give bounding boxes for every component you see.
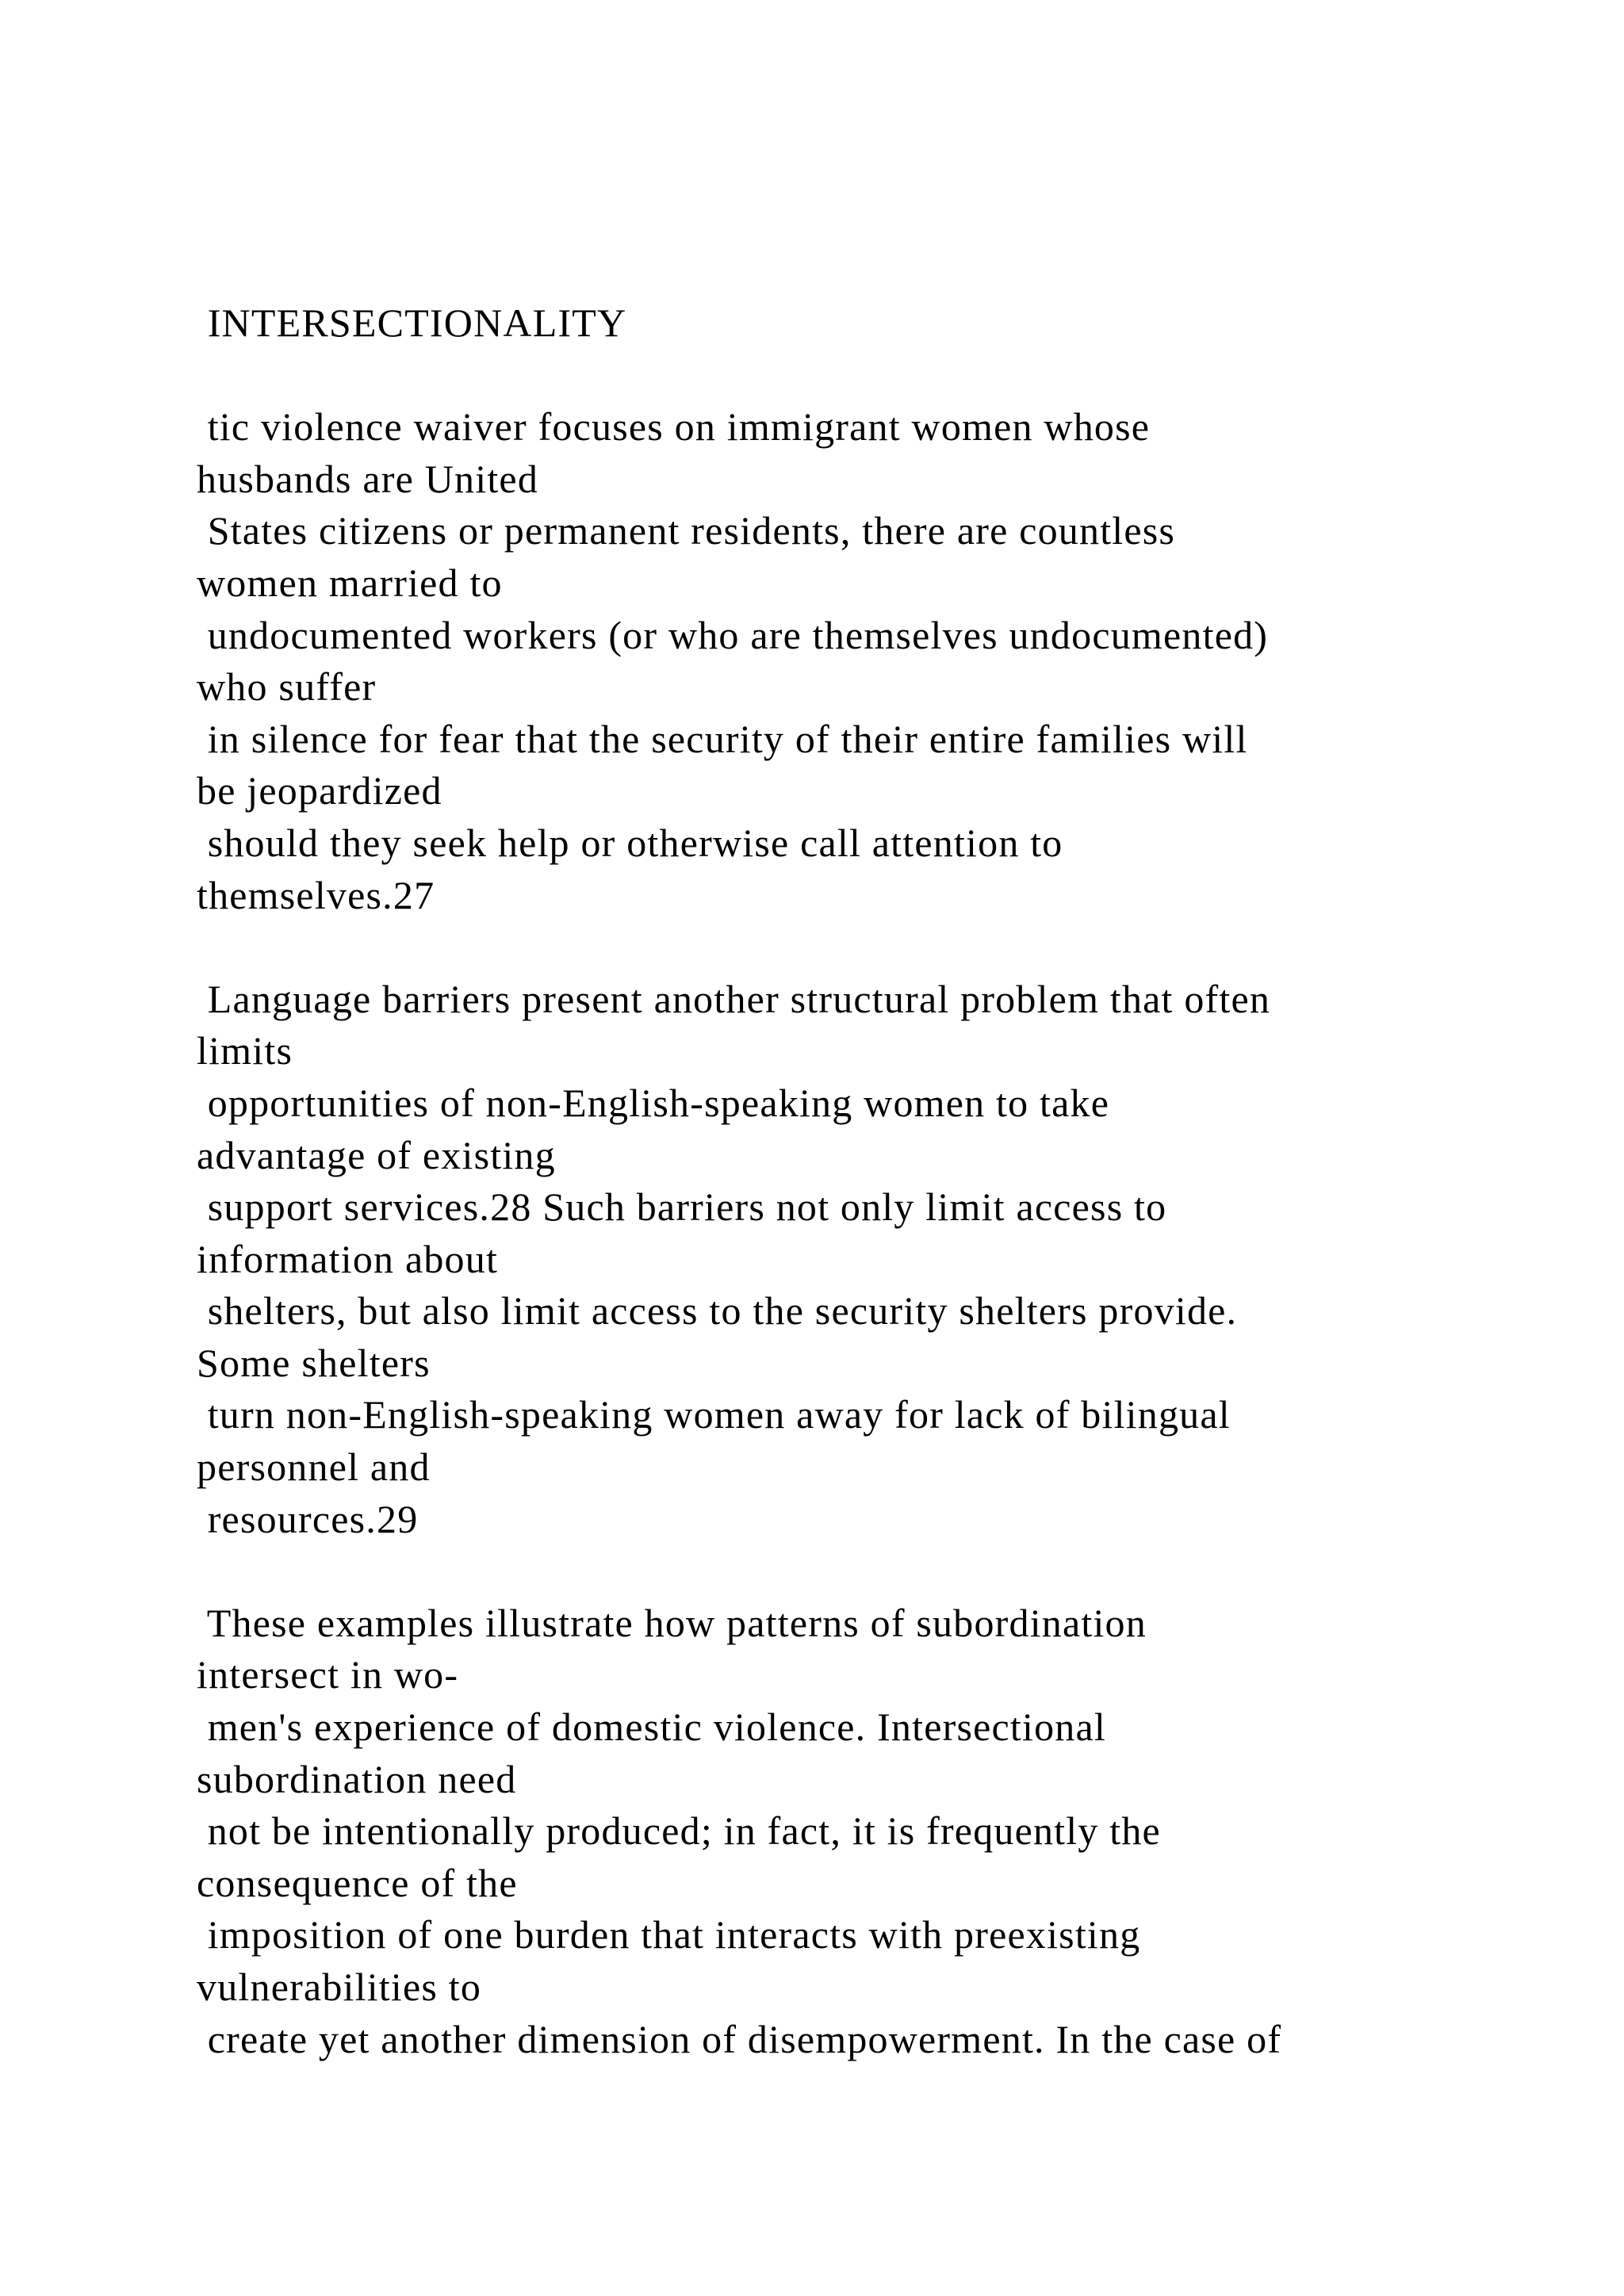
blank-line <box>197 350 1481 402</box>
text-line: husbands are United <box>197 456 539 501</box>
text-line: themselves.27 <box>197 872 435 917</box>
text-line: personnel and <box>197 1445 431 1490</box>
text-line: These examples illustrate how patterns of subordination <box>197 1600 1147 1645</box>
text-line: subordination need <box>197 1756 517 1801</box>
text-line: be jeopardized <box>197 768 442 813</box>
text-line: Some shelters <box>197 1340 431 1385</box>
text-line: consequence of the <box>197 1860 518 1905</box>
text-line: shelters, but also limit access to the security shelters provide. <box>197 1288 1238 1334</box>
text-line: resources.29 <box>197 1496 419 1541</box>
text-line: tic violence waiver focuses on immigrant women whose <box>197 404 1151 450</box>
blank-line <box>197 1545 1481 1598</box>
paragraph-3 <box>197 1598 1481 2065</box>
text-line: States citizens or permanent residents, there are countless <box>197 508 1176 553</box>
paragraph-1 <box>197 401 1481 921</box>
text-line: Language barriers present another structural problem that often <box>197 976 1271 1021</box>
text-line: information about <box>197 1236 499 1281</box>
text-line: turn non-English-speaking women away for lack of bilingual <box>197 1392 1231 1437</box>
text-line: not be intentionally produced; in fact, it is frequently the <box>197 1808 1161 1854</box>
text-line: vulnerabilities to <box>197 1965 482 2009</box>
text-line: in silence for fear that the security of their entire families will <box>197 716 1248 761</box>
document-body <box>197 297 1481 2065</box>
text-line: should they seek help or otherwise call attention to <box>197 820 1063 865</box>
text-line: men's experience of domestic violence. Intersectional <box>197 1705 1106 1750</box>
text-line: imposition of one burden that interacts with preexisting <box>197 1912 1141 1957</box>
section-heading: INTERSECTIONALITY <box>197 300 627 345</box>
paragraph-2 <box>197 974 1481 1546</box>
text-line: intersect in wo- <box>197 1652 459 1697</box>
text-line: create yet another dimension of disempowerment. In the case of <box>197 2016 1282 2061</box>
text-line: opportunities of non-English-speaking women to take <box>197 1080 1110 1125</box>
text-line: undocumented workers (or who are themselves undocumented) <box>197 612 1269 657</box>
text-line: women married to <box>197 560 503 605</box>
text-line: advantage of existing <box>197 1132 556 1177</box>
text-line: limits <box>197 1028 293 1073</box>
text-line: who suffer <box>197 664 377 710</box>
text-line: support services.28 Such barriers not only limit access to <box>197 1184 1167 1230</box>
blank-line <box>197 921 1481 974</box>
